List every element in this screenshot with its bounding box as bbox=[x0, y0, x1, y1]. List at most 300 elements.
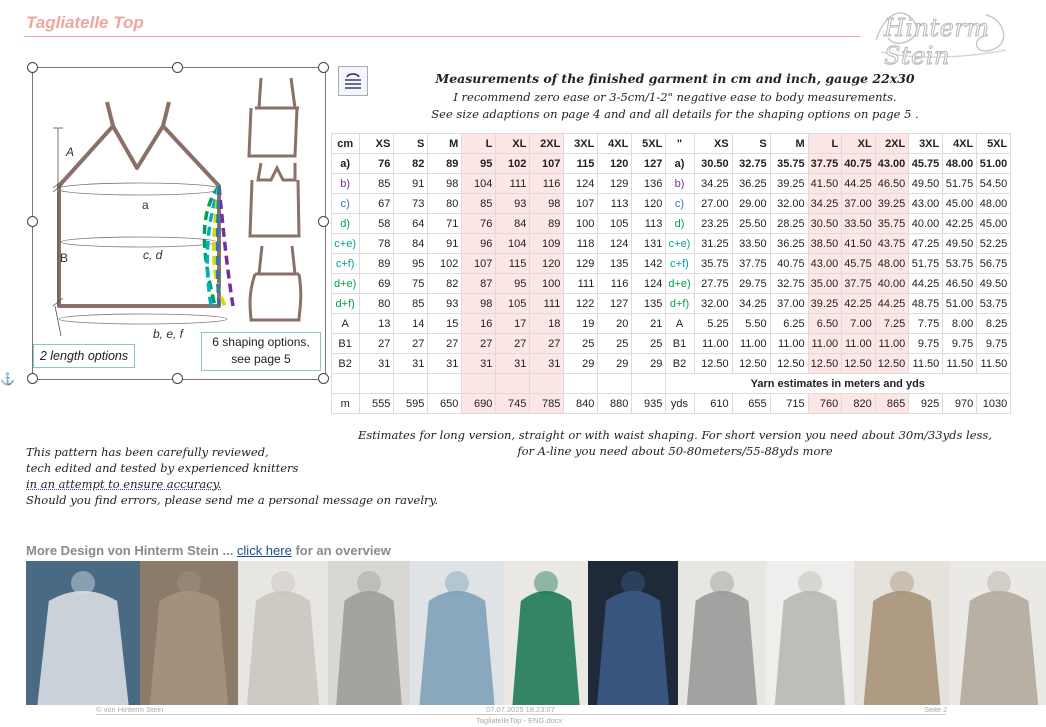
inch-value: 34.25 bbox=[732, 294, 770, 314]
garment-photo-icon bbox=[504, 561, 588, 705]
cm-value: 31 bbox=[394, 354, 428, 374]
cm-value: 29 bbox=[598, 354, 632, 374]
cm-value: 111 bbox=[564, 274, 598, 294]
measurements-title: Measurements of the finished garment in cm and inch, gauge 22x30 bbox=[435, 71, 915, 86]
inch-value: 28.25 bbox=[770, 214, 808, 234]
cm-value: 71 bbox=[428, 214, 462, 234]
estimates-line-1: Estimates for long version, straight or with waist shaping. For short version you need about 30m/33yds less, bbox=[358, 428, 992, 442]
cm-value: 104 bbox=[496, 234, 530, 254]
resize-handle-br[interactable] bbox=[318, 373, 329, 384]
inch-value: 54.50 bbox=[977, 174, 1011, 194]
inch-value: 37.00 bbox=[842, 194, 876, 214]
inch-value: 7.25 bbox=[875, 314, 909, 334]
cm-value: 75 bbox=[394, 274, 428, 294]
cm-value: 142 bbox=[632, 254, 666, 274]
inch-value: 56.75 bbox=[977, 254, 1011, 274]
inch-value: 43.00 bbox=[875, 154, 909, 174]
design-thumbnail[interactable] bbox=[766, 561, 854, 705]
inch-value: 36.25 bbox=[770, 234, 808, 254]
cm-value: 84 bbox=[496, 214, 530, 234]
inch-value: 11.00 bbox=[732, 334, 770, 354]
inch-value: 11.50 bbox=[943, 354, 977, 374]
table-row bbox=[332, 174, 1011, 194]
inch-value: 12.50 bbox=[732, 354, 770, 374]
inch-value: 44.25 bbox=[875, 294, 909, 314]
header-cell: S bbox=[394, 134, 428, 154]
header-cell: 2XL bbox=[530, 134, 564, 154]
footer-page: Seite 2 bbox=[924, 705, 948, 714]
inch-value: 49.50 bbox=[943, 234, 977, 254]
cm-value: 127 bbox=[632, 154, 666, 174]
cm-value: 120 bbox=[530, 254, 564, 274]
cm-value: 25 bbox=[564, 334, 598, 354]
resize-handle-tl[interactable] bbox=[27, 62, 38, 73]
inch-value: 7.75 bbox=[909, 314, 943, 334]
inch-value: 48.75 bbox=[909, 294, 943, 314]
header-cell: L bbox=[462, 134, 496, 154]
inch-value: 32.75 bbox=[732, 154, 770, 174]
inch-value: 53.75 bbox=[977, 294, 1011, 314]
table-row bbox=[332, 354, 1011, 374]
footer-date: 07.07.2025 18:23:07 bbox=[486, 705, 555, 714]
inch-value: 32.00 bbox=[694, 294, 732, 314]
yarn-title-row bbox=[332, 374, 1011, 394]
cm-value: 29 bbox=[632, 354, 666, 374]
garment-photo-icon bbox=[410, 561, 504, 705]
design-thumbnail[interactable] bbox=[238, 561, 328, 705]
cm-value: 124 bbox=[632, 274, 666, 294]
empty-cell bbox=[428, 374, 462, 394]
header-cell: 3XL bbox=[909, 134, 943, 154]
resize-handle-bc[interactable] bbox=[172, 373, 183, 384]
design-thumbnail[interactable] bbox=[328, 561, 410, 705]
garment-photo-icon bbox=[328, 561, 410, 705]
yarn-yards: 820 bbox=[842, 394, 876, 414]
empty-cell bbox=[394, 374, 428, 394]
yarn-yards: 925 bbox=[909, 394, 943, 414]
design-thumbnail[interactable] bbox=[504, 561, 588, 705]
inch-value: 12.50 bbox=[842, 354, 876, 374]
inch-value: 40.75 bbox=[842, 154, 876, 174]
inch-value: 51.75 bbox=[943, 174, 977, 194]
inch-value: 27.00 bbox=[694, 194, 732, 214]
cm-value: 98 bbox=[530, 194, 564, 214]
inch-value: 49.50 bbox=[909, 174, 943, 194]
row-label: d) bbox=[666, 214, 694, 234]
cm-value: 15 bbox=[428, 314, 462, 334]
cm-value: 104 bbox=[462, 174, 496, 194]
inch-value: 39.25 bbox=[808, 294, 842, 314]
cm-value: 111 bbox=[530, 294, 564, 314]
header-cell: 2XL bbox=[875, 134, 909, 154]
inch-value: 11.00 bbox=[842, 334, 876, 354]
row-label: d+e) bbox=[332, 274, 360, 294]
cm-value: 16 bbox=[462, 314, 496, 334]
garment-photo-icon bbox=[588, 561, 678, 705]
document-title: Tagliatelle Top bbox=[26, 13, 144, 32]
header-cell: M bbox=[770, 134, 808, 154]
cm-value: 17 bbox=[496, 314, 530, 334]
row-label: d+f) bbox=[332, 294, 360, 314]
review-line-3: in an attempt to ensure accuracy. bbox=[26, 477, 222, 491]
garment-photo-icon bbox=[238, 561, 328, 705]
logo-text: Hinterm Stein bbox=[884, 14, 990, 70]
row-label: c+f) bbox=[332, 254, 360, 274]
yarn-unit-label: yds bbox=[666, 394, 694, 414]
length-options-callout: 2 length options bbox=[33, 344, 135, 368]
inch-value: 34.25 bbox=[694, 174, 732, 194]
inch-value: 33.50 bbox=[732, 234, 770, 254]
cm-value: 13 bbox=[360, 314, 394, 334]
inch-value: 39.25 bbox=[770, 174, 808, 194]
inch-value: 39.25 bbox=[875, 194, 909, 214]
table-row bbox=[332, 274, 1011, 294]
row-label: B2 bbox=[332, 354, 360, 374]
design-gallery bbox=[26, 561, 1046, 705]
header-cell: XL bbox=[496, 134, 530, 154]
inch-value: 35.75 bbox=[875, 214, 909, 234]
empty-cell bbox=[360, 374, 394, 394]
inch-value: 45.75 bbox=[842, 254, 876, 274]
header-divider bbox=[24, 36, 860, 37]
label-B: B bbox=[60, 251, 69, 265]
shaping-options-callout bbox=[201, 332, 321, 371]
empty-cell bbox=[332, 374, 360, 394]
cm-value: 107 bbox=[530, 154, 564, 174]
cm-value: 91 bbox=[428, 234, 462, 254]
cm-value: 78 bbox=[360, 234, 394, 254]
cm-value: 116 bbox=[530, 174, 564, 194]
cm-value: 95 bbox=[394, 254, 428, 274]
cm-value: 93 bbox=[428, 294, 462, 314]
inch-value: 29.00 bbox=[732, 194, 770, 214]
inch-value: 43.75 bbox=[875, 234, 909, 254]
inch-value: 52.25 bbox=[977, 234, 1011, 254]
inch-value: 40.00 bbox=[875, 274, 909, 294]
label-bef: b, e, f bbox=[153, 327, 184, 341]
cm-value: 113 bbox=[632, 214, 666, 234]
yarn-meters: 840 bbox=[564, 394, 598, 414]
inch-value: 51.00 bbox=[977, 154, 1011, 174]
cm-value: 89 bbox=[428, 154, 462, 174]
garment-photo-icon bbox=[678, 561, 766, 705]
inch-value: 44.25 bbox=[842, 174, 876, 194]
resize-handle-tr[interactable] bbox=[318, 62, 329, 73]
cm-value: 25 bbox=[598, 334, 632, 354]
resize-handle-mr[interactable] bbox=[318, 216, 329, 227]
cm-value: 122 bbox=[564, 294, 598, 314]
cm-value: 124 bbox=[564, 174, 598, 194]
cm-value: 105 bbox=[598, 214, 632, 234]
yarn-yards: 715 bbox=[770, 394, 808, 414]
cm-value: 105 bbox=[496, 294, 530, 314]
inch-value: 11.00 bbox=[875, 334, 909, 354]
cm-value: 27 bbox=[496, 334, 530, 354]
review-line-4: Should you find errors, please send me a personal message on ravelry. bbox=[26, 493, 439, 507]
garment-photo-icon bbox=[766, 561, 854, 705]
cm-value: 135 bbox=[632, 294, 666, 314]
row-label: c) bbox=[332, 194, 360, 214]
cm-value: 85 bbox=[462, 194, 496, 214]
garment-photo-icon bbox=[26, 561, 140, 705]
cm-value: 113 bbox=[598, 194, 632, 214]
cm-value: 129 bbox=[564, 254, 598, 274]
cm-value: 27 bbox=[530, 334, 564, 354]
inch-value: 35.00 bbox=[808, 274, 842, 294]
inch-value: 9.75 bbox=[977, 334, 1011, 354]
cm-value: 131 bbox=[632, 234, 666, 254]
more-designs-suffix: for an overview bbox=[291, 543, 391, 558]
header-cell: XL bbox=[842, 134, 876, 154]
row-label: b) bbox=[332, 174, 360, 194]
header-cell: L bbox=[808, 134, 842, 154]
inch-value: 38.50 bbox=[808, 234, 842, 254]
cm-value: 102 bbox=[428, 254, 462, 274]
inch-value: 35.75 bbox=[770, 154, 808, 174]
cm-value: 91 bbox=[394, 174, 428, 194]
inch-value: 11.00 bbox=[770, 334, 808, 354]
inch-value: 35.75 bbox=[694, 254, 732, 274]
cm-value: 31 bbox=[462, 354, 496, 374]
inch-value: 25.50 bbox=[732, 214, 770, 234]
inch-value: 32.00 bbox=[770, 194, 808, 214]
garment-photo-icon bbox=[140, 561, 238, 705]
inch-value: 8.25 bbox=[977, 314, 1011, 334]
inch-value: 42.25 bbox=[842, 294, 876, 314]
inch-value: 37.75 bbox=[842, 274, 876, 294]
inch-value: 12.50 bbox=[770, 354, 808, 374]
cm-value: 129 bbox=[598, 174, 632, 194]
header-cell: " bbox=[666, 134, 694, 154]
footer-filename: TagliatelleTop - ENG.docx bbox=[476, 716, 563, 725]
cm-value: 120 bbox=[598, 154, 632, 174]
anchor-icon[interactable]: ⚓ bbox=[0, 372, 15, 386]
design-thumbnail[interactable] bbox=[588, 561, 678, 705]
header-cell: S bbox=[732, 134, 770, 154]
label-A: A bbox=[66, 145, 75, 159]
header-cell: 5XL bbox=[632, 134, 666, 154]
row-label: d) bbox=[332, 214, 360, 234]
cm-value: 76 bbox=[462, 214, 496, 234]
layout-options-icon[interactable] bbox=[338, 66, 368, 96]
inch-value: 27.75 bbox=[694, 274, 732, 294]
inch-value: 30.50 bbox=[808, 214, 842, 234]
header-cell: 4XL bbox=[943, 134, 977, 154]
row-label: c+e) bbox=[332, 234, 360, 254]
inch-value: 51.00 bbox=[943, 294, 977, 314]
yarn-unit-label: m bbox=[332, 394, 360, 414]
cm-value: 89 bbox=[530, 214, 564, 234]
overview-link[interactable]: click here bbox=[236, 543, 292, 558]
cm-value: 116 bbox=[598, 274, 632, 294]
row-label: a) bbox=[666, 154, 694, 174]
cm-value: 98 bbox=[428, 174, 462, 194]
cm-value: 20 bbox=[598, 314, 632, 334]
resize-handle-bl[interactable] bbox=[27, 373, 38, 384]
row-label: A bbox=[332, 314, 360, 334]
footer-copyright: © von Hinterm Stein bbox=[96, 705, 164, 714]
cm-value: 136 bbox=[632, 174, 666, 194]
cm-value: 84 bbox=[394, 234, 428, 254]
yarn-meters: 785 bbox=[530, 394, 564, 414]
inch-value: 36.25 bbox=[732, 174, 770, 194]
yarn-estimates-title: Yarn estimates in meters and yds bbox=[666, 374, 1011, 394]
cm-value: 100 bbox=[530, 274, 564, 294]
inch-value: 32.75 bbox=[770, 274, 808, 294]
table-row bbox=[332, 314, 1011, 334]
yarn-yards: 610 bbox=[694, 394, 732, 414]
design-thumbnail[interactable] bbox=[678, 561, 766, 705]
row-label: b) bbox=[666, 174, 694, 194]
inch-value: 33.50 bbox=[842, 214, 876, 234]
inch-value: 12.50 bbox=[694, 354, 732, 374]
inch-value: 43.00 bbox=[909, 194, 943, 214]
table-row bbox=[332, 214, 1011, 234]
cm-value: 124 bbox=[598, 234, 632, 254]
inch-value: 12.50 bbox=[808, 354, 842, 374]
empty-cell bbox=[632, 374, 666, 394]
cm-value: 115 bbox=[496, 254, 530, 274]
table-row bbox=[332, 294, 1011, 314]
row-label: B1 bbox=[332, 334, 360, 354]
header-cell: M bbox=[428, 134, 462, 154]
inch-value: 6.25 bbox=[770, 314, 808, 334]
cm-value: 107 bbox=[564, 194, 598, 214]
cm-value: 135 bbox=[598, 254, 632, 274]
inch-value: 12.50 bbox=[875, 354, 909, 374]
inch-value: 37.75 bbox=[808, 154, 842, 174]
design-thumbnail[interactable] bbox=[26, 561, 140, 705]
yarn-meters: 650 bbox=[428, 394, 462, 414]
measurements-subtitle-2: See size adaptions on page 4 and and all details for the shaping options on page 5 . bbox=[431, 107, 919, 121]
yarn-meters: 690 bbox=[462, 394, 496, 414]
header-cell: XS bbox=[694, 134, 732, 154]
header-cell: 5XL bbox=[977, 134, 1011, 154]
inch-value: 46.50 bbox=[943, 274, 977, 294]
cm-value: 120 bbox=[632, 194, 666, 214]
cm-value: 85 bbox=[360, 174, 394, 194]
measurements-header-row bbox=[332, 134, 1011, 154]
row-label: d+e) bbox=[666, 274, 694, 294]
empty-cell bbox=[496, 374, 530, 394]
inch-value: 46.50 bbox=[875, 174, 909, 194]
review-line-2: tech edited and tested by experienced knitters bbox=[26, 461, 299, 475]
resize-handle-tc[interactable] bbox=[172, 62, 183, 73]
more-designs-prefix: More Design von Hinterm Stein ... bbox=[26, 543, 237, 558]
inch-value: 6.50 bbox=[808, 314, 842, 334]
diagram-frame[interactable] bbox=[32, 67, 326, 380]
cm-value: 31 bbox=[496, 354, 530, 374]
inch-value: 45.00 bbox=[977, 214, 1011, 234]
empty-cell bbox=[598, 374, 632, 394]
yarn-meters: 745 bbox=[496, 394, 530, 414]
cm-value: 73 bbox=[394, 194, 428, 214]
row-label: c) bbox=[666, 194, 694, 214]
cm-value: 31 bbox=[530, 354, 564, 374]
inch-value: 48.00 bbox=[875, 254, 909, 274]
review-line-1: This pattern has been carefully reviewed, bbox=[26, 445, 269, 459]
label-a: a bbox=[142, 198, 149, 212]
table-row bbox=[332, 254, 1011, 274]
cm-value: 31 bbox=[428, 354, 462, 374]
yarn-yards: 655 bbox=[732, 394, 770, 414]
table-row bbox=[332, 194, 1011, 214]
label-cd: c, d bbox=[143, 248, 163, 262]
inch-value: 41.50 bbox=[808, 174, 842, 194]
inch-value: 29.75 bbox=[732, 274, 770, 294]
cm-value: 109 bbox=[530, 234, 564, 254]
cm-value: 115 bbox=[564, 154, 598, 174]
empty-cell bbox=[564, 374, 598, 394]
inch-value: 11.50 bbox=[977, 354, 1011, 374]
inch-value: 45.00 bbox=[943, 194, 977, 214]
yarn-yards: 970 bbox=[943, 394, 977, 414]
inch-value: 5.25 bbox=[694, 314, 732, 334]
design-thumbnail[interactable] bbox=[140, 561, 238, 705]
header-cell: 4XL bbox=[598, 134, 632, 154]
header-cell: 3XL bbox=[564, 134, 598, 154]
resize-handle-ml[interactable] bbox=[27, 216, 38, 227]
yarn-yards: 760 bbox=[808, 394, 842, 414]
cm-value: 127 bbox=[598, 294, 632, 314]
cm-value: 80 bbox=[428, 194, 462, 214]
inch-value: 41.50 bbox=[842, 234, 876, 254]
cm-value: 82 bbox=[428, 274, 462, 294]
cm-value: 76 bbox=[360, 154, 394, 174]
cm-value: 14 bbox=[394, 314, 428, 334]
yarn-meters: 880 bbox=[598, 394, 632, 414]
garment-photo-icon bbox=[854, 561, 950, 705]
design-thumbnail[interactable] bbox=[854, 561, 950, 705]
cm-value: 93 bbox=[496, 194, 530, 214]
row-label: a) bbox=[332, 154, 360, 174]
yarn-meters: 595 bbox=[394, 394, 428, 414]
garment-photo-icon bbox=[950, 561, 1046, 705]
header-cell: cm bbox=[332, 134, 360, 154]
inch-value: 8.00 bbox=[943, 314, 977, 334]
cm-value: 80 bbox=[360, 294, 394, 314]
inch-value: 40.00 bbox=[909, 214, 943, 234]
table-row bbox=[332, 154, 1011, 174]
table-row bbox=[332, 234, 1011, 254]
header-cell: XS bbox=[360, 134, 394, 154]
design-thumbnail[interactable] bbox=[410, 561, 504, 705]
inch-value: 48.00 bbox=[943, 154, 977, 174]
cm-value: 102 bbox=[496, 154, 530, 174]
inch-value: 11.00 bbox=[694, 334, 732, 354]
footer-divider bbox=[96, 714, 946, 715]
cm-value: 85 bbox=[394, 294, 428, 314]
cm-value: 107 bbox=[462, 254, 496, 274]
inch-value: 43.00 bbox=[808, 254, 842, 274]
inch-value: 51.75 bbox=[909, 254, 943, 274]
yarn-yards: 1030 bbox=[977, 394, 1011, 414]
cm-value: 111 bbox=[496, 174, 530, 194]
inch-value: 9.75 bbox=[943, 334, 977, 354]
cm-value: 67 bbox=[360, 194, 394, 214]
cm-value: 69 bbox=[360, 274, 394, 294]
inch-value: 31.25 bbox=[694, 234, 732, 254]
cm-value: 82 bbox=[394, 154, 428, 174]
yarn-meters: 935 bbox=[632, 394, 666, 414]
cm-value: 27 bbox=[462, 334, 496, 354]
inch-value: 7.00 bbox=[842, 314, 876, 334]
shaping-options-line1: 6 shaping options, bbox=[212, 335, 310, 349]
cm-value: 64 bbox=[394, 214, 428, 234]
design-thumbnail[interactable] bbox=[950, 561, 1046, 705]
cm-value: 31 bbox=[360, 354, 394, 374]
cm-value: 27 bbox=[428, 334, 462, 354]
